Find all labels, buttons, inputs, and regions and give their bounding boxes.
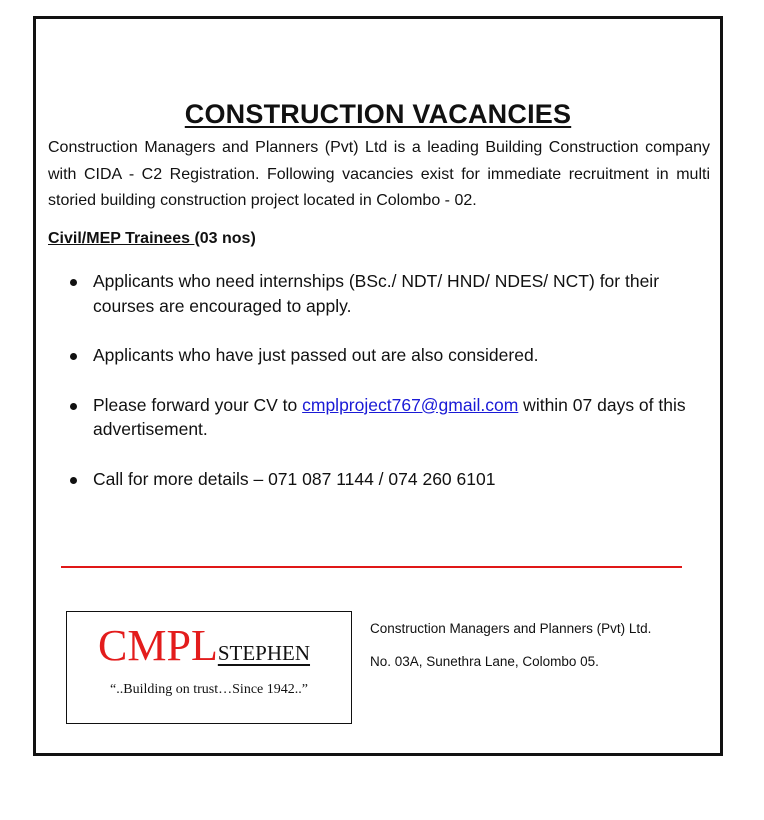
email-link[interactable]: cmplproject767@gmail.com: [302, 394, 519, 415]
bullet-icon: [70, 477, 77, 484]
company-address: No. 03A, Sunethra Lane, Colombo 05.: [370, 654, 599, 669]
position-title: Civil/MEP Trainees: [48, 230, 195, 247]
position-count: (03 nos): [194, 230, 256, 247]
bullet-icon: [70, 353, 77, 360]
logo-sub: STEPHEN: [217, 641, 311, 665]
list-item-text: Call for more details – 071 087 1144 / 074 260 6101: [93, 468, 496, 489]
page-title: CONSTRUCTION VACANCIES: [184, 99, 572, 129]
position-heading: [48, 230, 256, 248]
list-item: [70, 343, 690, 368]
list-item-text-prefix: Please forward your CV to: [93, 394, 303, 415]
list-item: [70, 393, 690, 442]
bullet-icon: [70, 279, 77, 286]
logo-brand: CMPL: [98, 621, 218, 670]
intro-paragraph: Construction Managers and Planners (Pvt) Ltd is a leading Building Construction company with CIDA - C2 Registration. Following vacancies exist for immediate recruitment in multi storied building construction project located in Colombo - 02.: [48, 139, 710, 209]
bullet-icon: [70, 403, 77, 410]
list-item: [70, 269, 690, 318]
divider-line: [61, 566, 682, 568]
list-item-text: Applicants who need internships (BSc./ NDT/ HND/ NDES/ NCT) for their courses are encouraged to apply.: [93, 271, 660, 316]
list-item-text-suffix: within 07 days of this advertisement.: [93, 394, 686, 439]
logo-tagline: “..Building on trust…Since 1942..”: [110, 682, 308, 697]
logo-wordmark: [98, 621, 311, 670]
requirements-list: [70, 269, 690, 491]
advertisement-frame: [33, 16, 723, 756]
list-item-text: Applicants who have just passed out are also considered.: [93, 345, 539, 365]
list-item: [70, 467, 690, 492]
company-logo: [66, 611, 352, 724]
company-name: Construction Managers and Planners (Pvt) Ltd.: [370, 621, 652, 636]
